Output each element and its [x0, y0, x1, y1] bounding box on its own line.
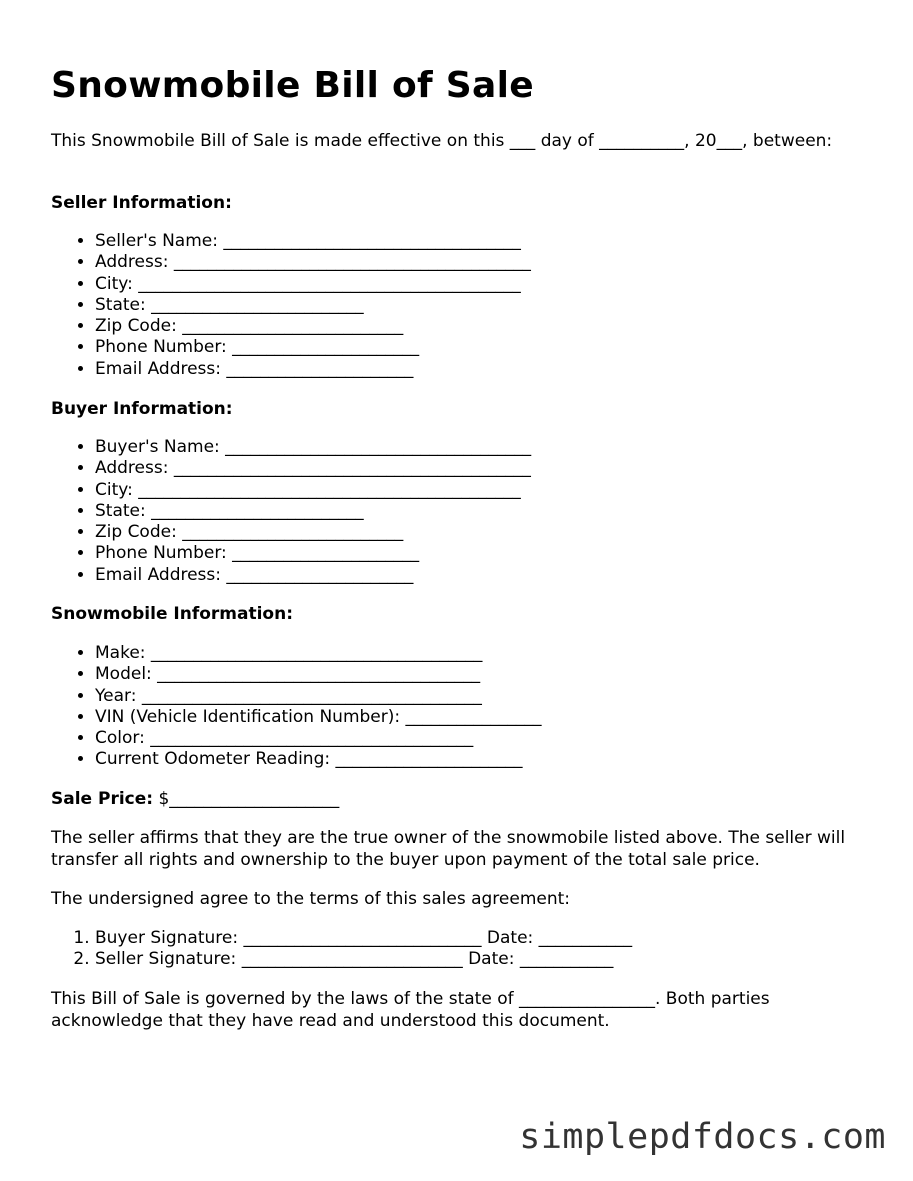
- buyer-name-field[interactable]: • Buyer's Name: ____________________________________: [95, 437, 531, 458]
- buyer-email-field[interactable]: • Email Address: ______________________: [95, 565, 531, 586]
- seller-address-field[interactable]: • Address: __________________________________________: [95, 252, 531, 273]
- seller-name-field[interactable]: • Seller's Name: ___________________________________: [95, 231, 531, 252]
- seller-signature-field[interactable]: 2. Seller Signature: __________________________ Date: ___________: [95, 949, 632, 970]
- seller-email-field[interactable]: • Email Address: ______________________: [95, 359, 531, 380]
- odometer-field[interactable]: • Current Odometer Reading: ______________________: [95, 749, 542, 770]
- buyer-state-field[interactable]: • State: _________________________: [95, 501, 531, 522]
- buyer-heading: Buyer Information:: [51, 399, 233, 419]
- buyer-signature-field[interactable]: 1. Buyer Signature: ____________________________ Date: ___________: [95, 928, 632, 949]
- snowmobile-list: [51, 643, 542, 771]
- affirmation-paragraph: The seller affirms that they are the true owner of the snowmobile listed above. The seller will transfer all rights and ownership to the buyer upon payment of the total sale price.: [51, 828, 846, 870]
- snowmobile-heading: Snowmobile Information:: [51, 604, 294, 624]
- vin-field[interactable]: • VIN (Vehicle Identification Number): ________________: [95, 707, 542, 728]
- make-field[interactable]: • Make: _______________________________________: [95, 643, 542, 664]
- signature-list: [51, 928, 632, 971]
- sale-price-field[interactable]: $____________________: [153, 789, 340, 809]
- seller-phone-field[interactable]: • Phone Number: ______________________: [95, 337, 531, 358]
- buyer-phone-field[interactable]: • Phone Number: ______________________: [95, 543, 531, 564]
- model-field[interactable]: • Model: ______________________________________: [95, 664, 542, 685]
- seller-state-field[interactable]: • State: _________________________: [95, 295, 531, 316]
- buyer-list: [51, 437, 531, 586]
- seller-city-field[interactable]: • City: _____________________________________________: [95, 274, 531, 295]
- document-title: Snowmobile Bill of Sale: [51, 65, 534, 106]
- seller-zip-field[interactable]: • Zip Code: __________________________: [95, 316, 531, 337]
- buyer-zip-field[interactable]: • Zip Code: __________________________: [95, 522, 531, 543]
- buyer-address-field[interactable]: • Address: __________________________________________: [95, 458, 531, 479]
- watermark: simplepdfdocs.com: [519, 1117, 886, 1157]
- color-field[interactable]: • Color: ______________________________________: [95, 728, 542, 749]
- sale-price-line: [51, 789, 881, 811]
- seller-list: [51, 231, 531, 380]
- agreement-paragraph: The undersigned agree to the terms of this sales agreement:: [51, 889, 571, 909]
- year-field[interactable]: • Year: ________________________________________: [95, 686, 542, 707]
- governing-law-paragraph: This Bill of Sale is governed by the laws of the state of ________________. Both parties acknowledge that they have read and understood this document.: [51, 989, 770, 1031]
- sale-price-label: Sale Price:: [51, 789, 154, 809]
- buyer-city-field[interactable]: • City: _____________________________________________: [95, 480, 531, 501]
- intro-paragraph: This Snowmobile Bill of Sale is made effective on this ___ day of __________, 20___, between:: [51, 131, 833, 151]
- seller-heading: Seller Information:: [51, 193, 232, 213]
